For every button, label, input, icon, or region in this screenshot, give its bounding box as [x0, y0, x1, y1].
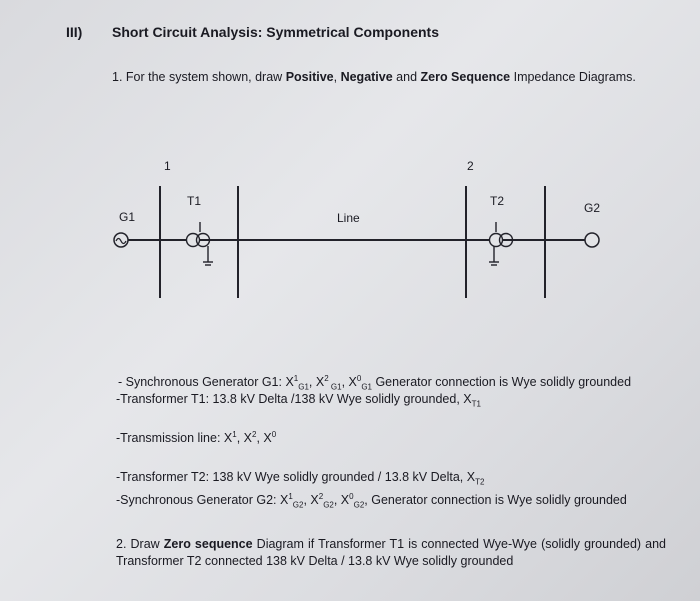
g1-label: G1 [119, 210, 136, 224]
t2-label: T2 [490, 194, 505, 208]
spec-g2: -Synchronous Generator G2: $X^1_{G2}$, $X^2_{G2}$, $X^0_{G2}$, Generator connection is Wye solidly grounded [116, 492, 627, 510]
q1-comma: , [333, 70, 341, 84]
transformer-t2-icon [489, 222, 513, 265]
generator-g2-icon [585, 233, 599, 247]
q1-negative: Negative [340, 70, 393, 84]
spec-t2: -Transformer T2: 138 kV Wye solidly grounded / 13.8 kV Delta, $X_{T2}$ [116, 470, 485, 487]
transformer-t1-icon [187, 222, 214, 265]
g2-label: G2 [584, 201, 601, 215]
t1-label: T1 [187, 194, 202, 208]
spec-t1: -Transformer T1: 13.8 kV Delta /138 kV Wye solidly grounded, $X_{T1}$ [116, 392, 481, 409]
section-title: Short Circuit Analysis: Symmetrical Components [112, 24, 439, 40]
spec-line: -Transmission line: $X^1$, $X^2$, $X^0$ [116, 430, 277, 446]
q1-zero: Zero Sequence [420, 70, 511, 84]
question-2: 2. Draw Zero sequence Diagram if Transformer T1 is connected Wye-Wye (solidly grounded) and Transformer T2 connected 138 kV Delta / 13.8 kV Wye solidly grounded [116, 537, 666, 568]
line-label: Line [337, 211, 360, 225]
q1-positive: Positive [285, 70, 334, 84]
q1-suffix: Impedance Diagrams. [510, 70, 636, 84]
q1-and: and [392, 70, 421, 84]
section-number: III) [66, 24, 83, 40]
generator-g1-icon [114, 233, 128, 247]
q1-prefix: 1. For the system shown, draw [112, 70, 286, 84]
bus-2-label: 2 [467, 159, 474, 173]
spec-g1: - Synchronous Generator G1: $X^1_{G1}$, $X^2$ $_{G1}$, $X^0_{G1}$ Generator connection is Wye solidly grounded [118, 374, 632, 392]
bus-1-label: 1 [164, 159, 171, 173]
q2-zero: Zero sequence [163, 537, 253, 551]
